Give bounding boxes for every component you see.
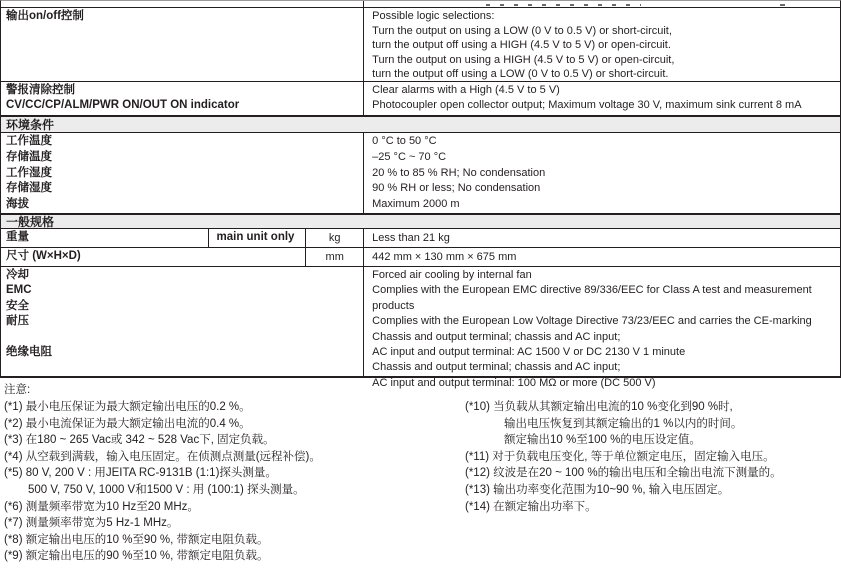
footnotes-left-column	[4, 399, 444, 565]
dimensions-unit: mm	[305, 248, 363, 266]
logic-line: Possible logic selections:	[372, 10, 495, 22]
env-label: 海拔	[6, 198, 29, 211]
weight-value: Less than 21 kg	[363, 229, 840, 247]
footnote: (*11) 对于负载电压变化, 等于单位额定电压，固定输入电压。	[465, 450, 775, 463]
general-block-line: AC input and output terminal: 100 MΩ or more (DC 500 V)	[372, 376, 656, 389]
clipped-previous-row	[0, 0, 841, 8]
clipped-text-remnant	[486, 4, 641, 6]
alarm-label-cell	[1, 82, 363, 115]
insulation-resistance-label: 绝缘电阻	[6, 346, 52, 359]
environment-label-cell	[1, 133, 363, 213]
clipped-text-remnant-dot	[780, 4, 785, 6]
spacer-line	[6, 360, 363, 375]
footnotes-right-column	[465, 399, 837, 515]
env-label: 存储湿度	[6, 182, 52, 195]
environment-value-cell	[363, 133, 840, 213]
row-environment-conditions	[0, 133, 841, 213]
emc-label: EMC	[6, 284, 32, 297]
output-onoff-label-cell	[1, 8, 363, 81]
logic-line: turn the output off using a HIGH (4.5 V to 5 V) or open-circuit.	[372, 39, 671, 52]
footnote-continuation: 额定输出10 %至100 %的电压设定值。	[504, 434, 701, 447]
logic-line: Turn the output on using a HIGH (4.5 V to 5 V) or open-circuit,	[372, 53, 675, 66]
section-header-environment: 环境条件	[0, 115, 841, 133]
weight-label: 重量	[6, 231, 29, 243]
safety-label: 安全	[6, 299, 29, 312]
env-label: 工作湿度	[6, 166, 52, 179]
env-value: 20 % to 85 % RH; No condensation	[372, 166, 546, 179]
general-block-line: Chassis and output terminal; chassis and AC input;	[372, 361, 621, 374]
env-label: 存储温度	[6, 150, 52, 163]
withstand-voltage-label: 耐压	[6, 315, 29, 328]
alarm-value-cell	[363, 82, 840, 115]
footnotes-section	[0, 378, 841, 569]
dimensions-value: 442 mm × 130 mm × 675 mm	[363, 248, 840, 266]
footnote: (*8) 额定输出电压的10 %至90 %, 带额定电阻负载。	[4, 533, 269, 546]
alarm-clear-label: 警报清除控制	[6, 84, 75, 96]
footnote: (*10) 当负载从其额定输出电流的10 %变化到90 %时,	[465, 401, 733, 413]
spacer-line	[6, 330, 363, 345]
general-block-label-cell	[1, 267, 363, 376]
row-output-onoff-control	[0, 8, 841, 82]
footnote: (*14) 在额定输出功率下。	[465, 500, 597, 513]
footnote: (*1) 最小电压保证为最大额定输出电压的0.2 %。	[4, 401, 251, 413]
footnote: (*6) 测量频率带宽为10 Hz至20 MHz。	[4, 500, 199, 513]
footnote: (*9) 额定输出电压的90 %至10 %, 带额定电阻负载。	[4, 550, 269, 563]
clipped-value-cell	[363, 1, 840, 7]
env-label: 工作温度	[6, 135, 52, 147]
output-onoff-value-cell	[363, 8, 840, 81]
weight-qualifier: main unit only	[208, 229, 306, 247]
row-dimensions	[0, 248, 841, 267]
env-value: 0 °C to 50 °C	[372, 135, 437, 147]
footnote: (*3) 在180 ~ 265 Vac或 342 ~ 528 Vac下, 固定负载。	[4, 434, 275, 447]
footnote: (*12) 纹波是在20 ~ 100 %的输出电压和全输出电流下测量的。	[465, 467, 782, 480]
logic-line: Turn the output on using a LOW (0 V to 0.5 V) or short-circuit,	[372, 24, 672, 37]
row-general-block	[0, 267, 841, 389]
footnote-continuation: 输出电压恢复到其额定输出的1 %以内的时间。	[504, 417, 743, 430]
indicator-label: CV/CC/CP/ALM/PWR ON/OUT ON indicator	[6, 99, 240, 111]
output-onoff-label: 输出on/off控制	[6, 10, 84, 22]
env-value: –25 °C ~ 70 °C	[372, 150, 447, 163]
footnote-continuation: 500 V, 750 V, 1000 V和1500 V : 用 (100:1) 探头测量。	[28, 483, 305, 496]
row-weight	[0, 229, 841, 248]
env-value: Maximum 2000 m	[372, 198, 460, 211]
general-block-line: Complies with the European EMC directive 89/336/EEC for Class A test and measurement products	[372, 284, 812, 312]
cooling-label: 冷却	[6, 269, 29, 281]
alarm-line: Photocoupler open collector output; Maximum voltage 30 V, maximum sink current 8 mA	[372, 99, 802, 111]
footnote: (*5) 80 V, 200 V : 用JEITA RC-9131B (1:1)探头测量。	[4, 467, 277, 480]
general-block-value-cell	[363, 267, 840, 389]
env-value: 90 % RH or less; No condensation	[372, 182, 541, 195]
clipped-label-cell	[1, 1, 363, 7]
general-block-line: Chassis and output terminal; chassis and AC input;	[372, 330, 621, 343]
footnote: (*13) 输出功率变化范围为10~90 %, 输入电压固定。	[465, 483, 730, 496]
general-block-line: Complies with the European Low Voltage Directive 73/23/EEC and carries the CE-marking	[372, 315, 812, 328]
section-header-general-specs: 一般规格	[0, 213, 841, 229]
weight-unit: kg	[305, 229, 363, 247]
general-block-line: AC input and output terminal: AC 1500 V or DC 2130 V 1 minute	[372, 346, 686, 359]
alarm-line: Clear alarms with a High (4.5 V to 5 V)	[372, 84, 560, 96]
footnote: (*2) 最小电流保证为最大额定输出电流的0.4 %。	[4, 417, 251, 430]
logic-line: turn the output off using a LOW (0 V to 0.5 V) or short-circuit.	[372, 68, 669, 81]
notes-title: 注意:	[4, 384, 31, 396]
dimensions-label: 尺寸 (W×H×D)	[6, 250, 81, 262]
footnote: (*7) 测量频率带宽为5 Hz-1 MHz。	[4, 517, 179, 530]
general-block-line: Forced air cooling by internal fan	[372, 269, 532, 281]
footnote: (*4) 从空载到满载，输入电压固定。在侦测点测量(远程补偿)。	[4, 450, 321, 463]
row-alarm-clear-control	[0, 82, 841, 115]
